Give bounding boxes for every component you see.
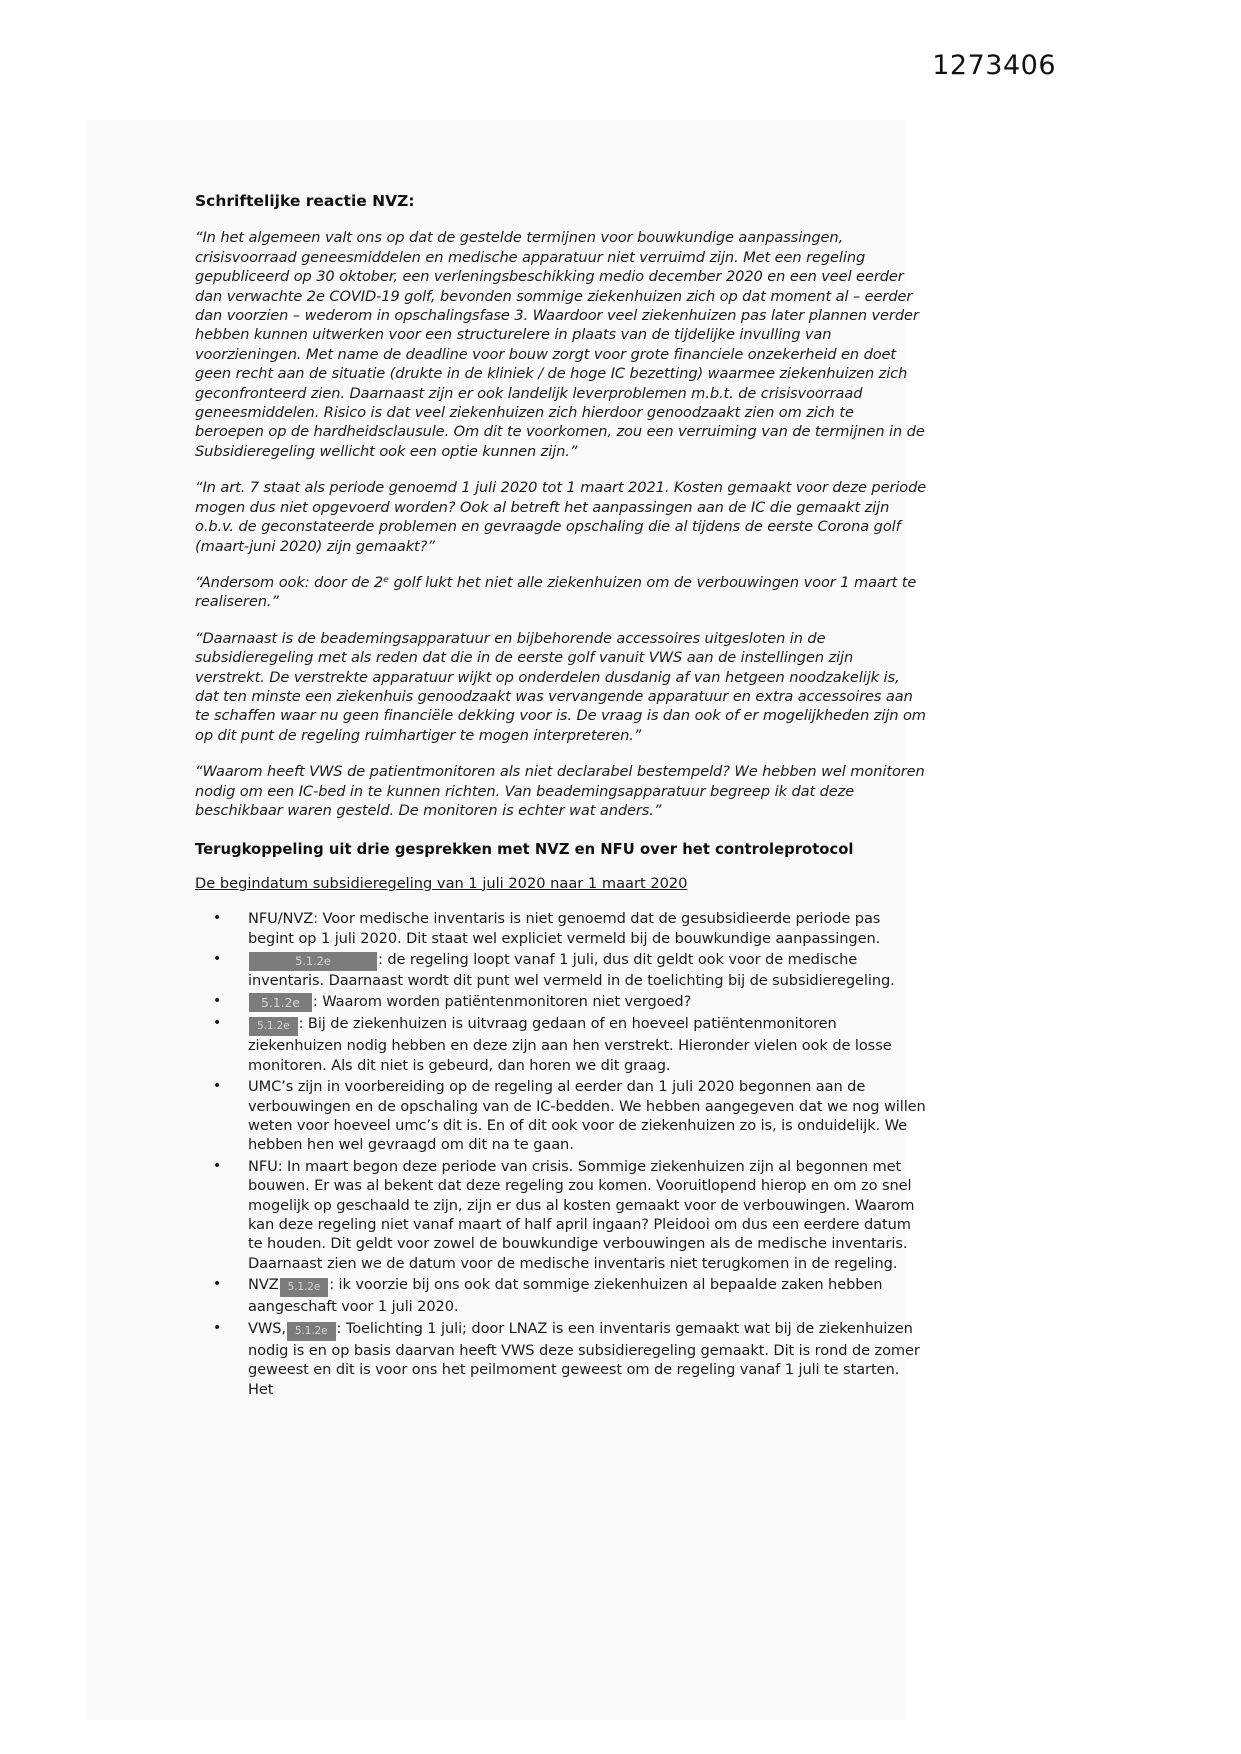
- list-item: [195, 1077, 927, 1155]
- bullet-text: UMC’s zijn in voorbereiding op de regeling al eerder dan 1 juli 2020 begonnen aan de verbouwingen en de opschaling van de IC-bedden. We hebben aangegeven dat we nog willen weten voor hoeveel umc’s dit is. En of dit ook voor de ziekenhuizen zo is, is onduidelijk. We hebben hen wel gevraagd om dit na te gaan.: [248, 1078, 926, 1154]
- bullet-text: : de regeling loopt vanaf 1 juli, dus dit geldt ook voor de medische inventaris. Daarnaast wordt dit punt wel vermeld in de toelichting bij de subsidieregeling.: [248, 951, 895, 989]
- redaction-box: 5.1.2e: [249, 1017, 298, 1036]
- bullet-list: [195, 909, 927, 1399]
- page-title: Schriftelijke reactie NVZ:: [195, 192, 415, 210]
- quote-paragraph: “Daarnaast is de beademingsapparatuur en bijbehorende accessoires uitgesloten in de subsidieregeling met als reden dat die in de eerste golf vanuit VWS aan de instellingen zijn verstrekt. De verstrekte apparatuur wijkt op onderdelen dusdanig af van hetgeen noodzakelijk is, dat ten minste een ziekenhuis genoodzaakt was vervangende apparatuur en extra accessoires aan te schaffen waar nu geen financiële dekking voor is. De vraag is dan ook of er mogelijkheden zijn om op dit punt de regeling ruimhartiger te mogen interpreteren.”: [195, 629, 926, 744]
- list-item: [195, 1157, 927, 1273]
- bullet-text: VWS,: [248, 1319, 286, 1337]
- document-body: [195, 192, 927, 1401]
- list-item: [195, 1275, 927, 1316]
- list-item: [195, 1319, 927, 1399]
- list-item: [195, 909, 927, 948]
- document-number: 1273406: [932, 50, 1056, 81]
- quote-paragraph: “In art. 7 staat als periode genoemd 1 juli 2020 tot 1 maart 2021. Kosten gemaakt voor deze periode mogen dus niet opgevoerd worden? Ook al betreft het aanpassingen aan de IC die gemaakt zijn o.b.v. de geconstateerde problemen en gevraagde opschaling die al tijdens de eerste Corona golf (maart-juni 2020) zijn gemaakt?”: [195, 479, 927, 555]
- sub-heading: De begindatum subsidieregeling van 1 juli 2020 naar 1 maart 2020: [195, 874, 688, 892]
- bullet-text: : Bij de ziekenhuizen is uitvraag gedaan of en hoeveel patiëntenmonitoren ziekenhuizen nodig hebben en deze zijn aan hen verstrekt. Hieronder vielen ook de losse monitoren. Als dit niet is gebeurd, dan horen we dit graag.: [248, 1015, 892, 1074]
- quote-paragraph: “Andersom ook: door de 2ᵉ golf lukt het niet alle ziekenhuizen om de verbouwingen voor 1 maart te realiseren.”: [195, 573, 917, 611]
- quote-paragraph: “In het algemeen valt ons op dat de gestelde termijnen voor bouwkundige aanpassingen, crisisvoorraad geneesmiddelen en medische apparatuur niet verruimd zijn. Met een regeling gepubliceerd op 30 oktober, een verleningsbeschikking medio december 2020 en een veel eerder dan verwachte 2e COVID-19 golf, bevonden sommige ziekenhuizen zich op dat moment al – eerder dan voorzien – wederom in opschalingsfase 3. Waardoor veel ziekenhuizen pas later plannen verder hebben kunnen uitwerken voor een structurelere in plaats van de tijdelijke invulling van voorzieningen. Met name de deadline voor bouw zorgt voor grote financiele onzekerheid en doet geen recht aan de situatie (drukte in de kliniek / de hoge IC bezetting) waarmee ziekenhuizen zich geconfronteerd zien. Daarnaast zijn er ook landelijk leverproblemen m.b.t. de crisisvoorraad geneesmiddelen. Risico is dat veel ziekenhuizen zich hierdoor genoodzaakt zien om zich te beroepen op de hardheidsclausule. Om dit te voorkomen, zou een verruiming van de termijnen in de Subsidieregeling wellicht ook een optie kunnen zijn.”: [195, 229, 925, 460]
- list-item: [195, 992, 927, 1012]
- redaction-box: 5.1.2e: [249, 993, 312, 1012]
- list-item: [195, 950, 927, 990]
- bullet-text: : Waarom worden patiëntenmonitoren niet vergoed?: [312, 993, 692, 1011]
- redaction-box: 5.1.2e: [287, 1322, 336, 1341]
- section-heading: Terugkoppeling uit drie gesprekken met NVZ en NFU over het controleprotocol: [195, 841, 854, 859]
- quote-paragraph: “Waarom heeft VWS de patientmonitoren als niet declarabel bestempeld? We hebben wel monitoren nodig om een IC-bed in te kunnen richten. Van beademingsapparatuur begreep ik dat deze beschikbaar waren gesteld. De monitoren is echter wat anders.”: [195, 763, 925, 819]
- bullet-text: NFU: In maart begon deze periode van crisis. Sommige ziekenhuizen zijn al begonnen met bouwen. Er was al bekent dat deze regeling zou komen. Vooruitlopend hierop en om zo snel mogelijk op geschaald te zijn, zijn er dus al kosten gemaakt voor de verbouwingen. Waarom kan deze regeling niet vanaf maart of half april ingaan? Pleidooi om dus een eerdere datum te houden. Dit geldt voor zowel de bouwkundige verbouwingen als de medische inventaris. Daarnaast zien we de datum voor de medische inventaris niet terugkomen in de regeling.: [248, 1157, 915, 1272]
- redaction-box: 5.1.2e: [249, 952, 377, 971]
- list-item: [195, 1014, 927, 1075]
- bullet-text: : Toelichting 1 juli; door LNAZ is een inventaris gemaakt wat bij de ziekenhuizen nodig is en op basis daarvan heeft VWS deze subsidieregeling gemaakt. Dit is rond de zomer geweest en dit is voor ons het peilmoment geweest om de regeling vanaf 1 juli te starten. Het: [248, 1319, 920, 1398]
- redaction-box: 5.1.2e: [280, 1278, 329, 1297]
- bullet-text: : ik voorzie bij ons ook dat sommige ziekenhuizen al bepaalde zaken hebben aangeschaft voor 1 juli 2020.: [248, 1276, 883, 1316]
- bullet-text: NVZ: [248, 1276, 279, 1294]
- bullet-text: NFU/NVZ: Voor medische inventaris is niet genoemd dat de gesubsidieerde periode pas begint op 1 juli 2020. Dit staat wel expliciet vermeld bij de bouwkundige aanpassingen.: [248, 910, 881, 947]
